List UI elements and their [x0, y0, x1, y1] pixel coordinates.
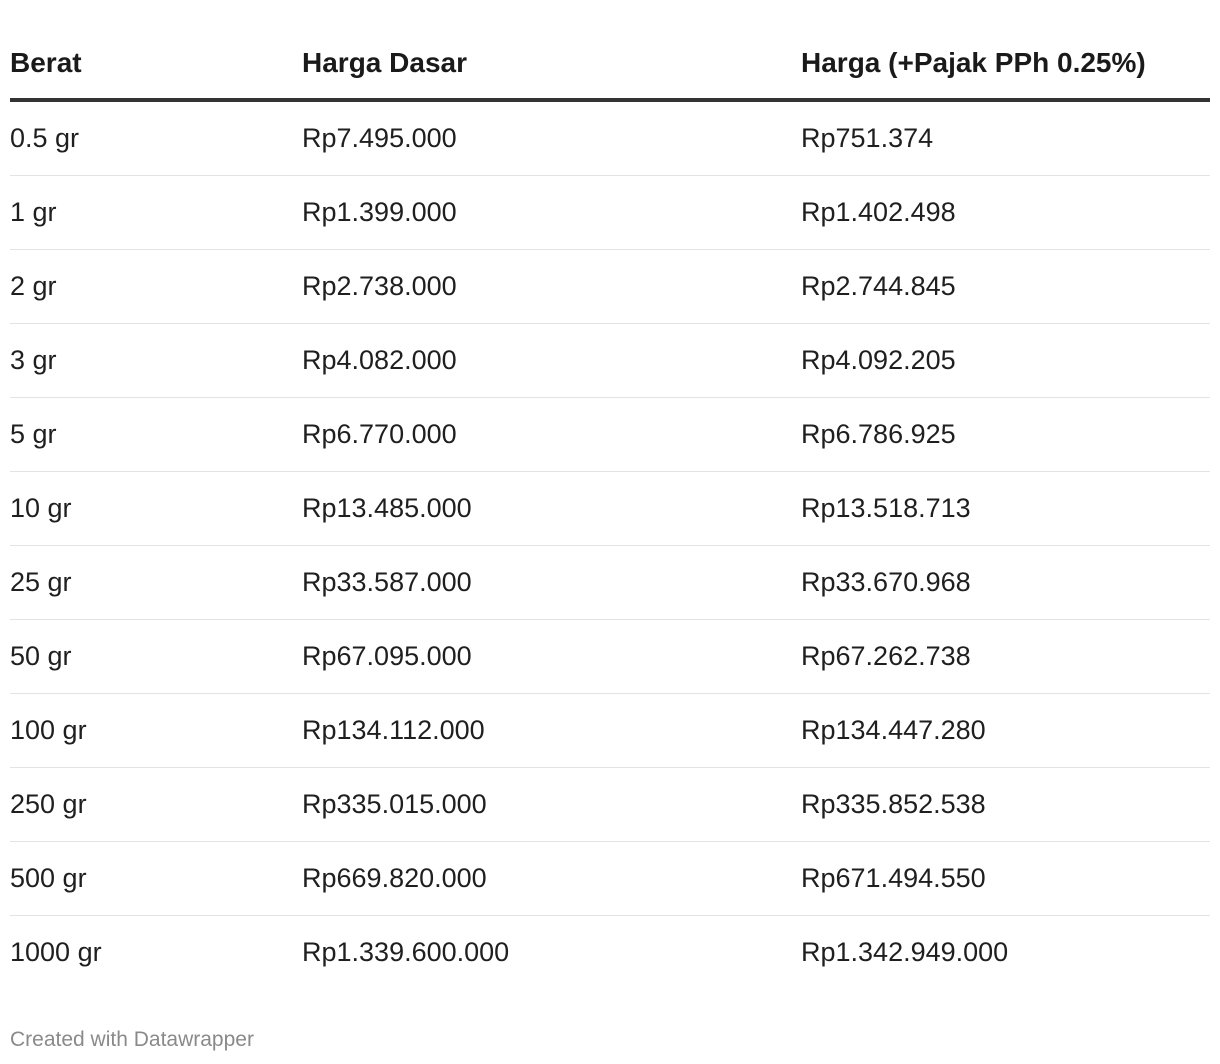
cell-harga-dasar: Rp67.095.000 [302, 620, 801, 694]
table-row [10, 546, 1210, 620]
price-table-container [10, 28, 1210, 989]
cell-harga-dasar: Rp7.495.000 [302, 100, 801, 176]
cell-harga-pajak: Rp33.670.968 [801, 546, 1210, 620]
cell-berat: 5 gr [10, 398, 302, 472]
cell-harga-pajak: Rp2.744.845 [801, 250, 1210, 324]
table-row [10, 842, 1210, 916]
table-row [10, 768, 1210, 842]
table-header [10, 28, 1210, 100]
cell-berat: 100 gr [10, 694, 302, 768]
cell-berat: 50 gr [10, 620, 302, 694]
header-row [10, 28, 1210, 100]
table-row [10, 694, 1210, 768]
table-row [10, 100, 1210, 176]
datawrapper-credit[interactable]: Created with Datawrapper [10, 1028, 254, 1051]
cell-harga-pajak: Rp1.402.498 [801, 176, 1210, 250]
table-row [10, 916, 1210, 990]
cell-harga-pajak: Rp751.374 [801, 100, 1210, 176]
table-body [10, 100, 1210, 989]
table-row [10, 620, 1210, 694]
cell-berat: 500 gr [10, 842, 302, 916]
cell-harga-dasar: Rp6.770.000 [302, 398, 801, 472]
cell-harga-pajak: Rp134.447.280 [801, 694, 1210, 768]
cell-harga-pajak: Rp335.852.538 [801, 768, 1210, 842]
cell-berat: 2 gr [10, 250, 302, 324]
cell-berat: 250 gr [10, 768, 302, 842]
cell-harga-dasar: Rp33.587.000 [302, 546, 801, 620]
table-row [10, 324, 1210, 398]
cell-berat: 25 gr [10, 546, 302, 620]
cell-harga-pajak: Rp13.518.713 [801, 472, 1210, 546]
column-header-harga-pajak[interactable]: Harga (+Pajak PPh 0.25%) [801, 28, 1210, 100]
cell-berat: 10 gr [10, 472, 302, 546]
table-row [10, 176, 1210, 250]
cell-berat: 3 gr [10, 324, 302, 398]
table-row [10, 472, 1210, 546]
cell-harga-dasar: Rp335.015.000 [302, 768, 801, 842]
cell-harga-pajak: Rp1.342.949.000 [801, 937, 1009, 967]
cell-harga-pajak: Rp4.092.205 [801, 324, 1210, 398]
column-header-berat[interactable]: Berat [10, 28, 302, 100]
cell-harga-dasar: Rp2.738.000 [302, 250, 801, 324]
cell-harga-dasar: Rp134.112.000 [302, 694, 801, 768]
cell-berat: 1 gr [10, 176, 302, 250]
cell-berat: 0.5 gr [10, 100, 302, 176]
column-header-harga-dasar[interactable]: Harga Dasar [302, 28, 801, 100]
cell-harga-dasar: Rp4.082.000 [302, 324, 801, 398]
cell-harga-pajak: Rp67.262.738 [801, 620, 1210, 694]
cell-harga-dasar: Rp1.339.600.000 [302, 937, 510, 967]
cell-harga-dasar: Rp1.399.000 [302, 176, 801, 250]
table-row [10, 398, 1210, 472]
gold-price-table [10, 28, 1210, 989]
cell-harga-pajak: Rp6.786.925 [801, 398, 1210, 472]
cell-harga-dasar: Rp13.485.000 [302, 472, 801, 546]
cell-berat: 1000 gr [10, 937, 102, 967]
cell-harga-dasar: Rp669.820.000 [302, 842, 801, 916]
cell-harga-pajak: Rp671.494.550 [801, 842, 1210, 916]
table-row [10, 250, 1210, 324]
